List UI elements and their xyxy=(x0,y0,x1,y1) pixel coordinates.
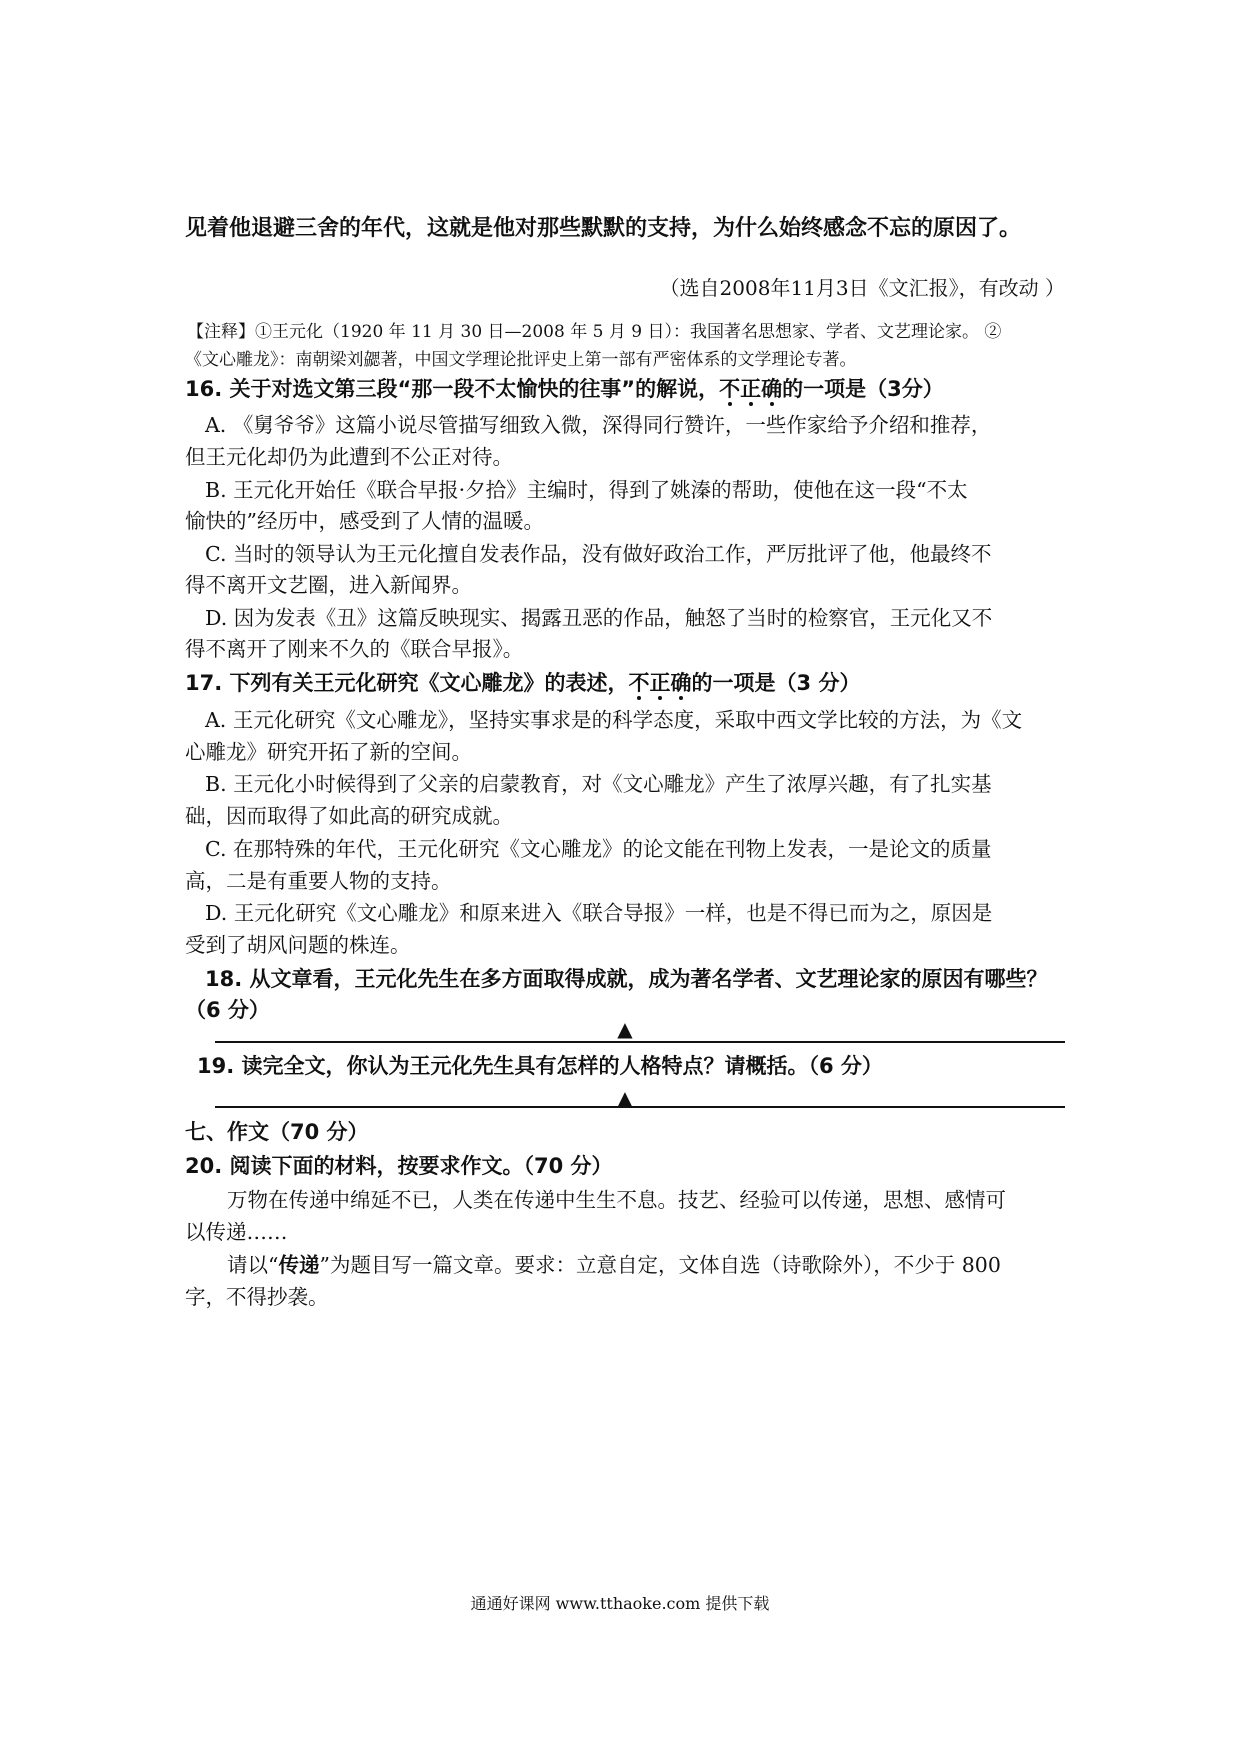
emphasis-char: 正 xyxy=(740,377,762,401)
q16-option-b: B. 王元化开始任《联合早报·夕拾》主编时，得到了姚溱的帮助，使他在这一段“不太 xyxy=(205,478,968,502)
answer-mark: ▲ xyxy=(617,1017,633,1041)
q16-option-d-cont: 得不离开了刚来不久的《联合早报》。 xyxy=(185,637,524,661)
question-17-tail: 的一项是（3 分） xyxy=(691,671,861,695)
emphasis-char: 确 xyxy=(761,377,783,401)
question-20: 20. 阅读下面的材料，按要求作文。（70 分） xyxy=(185,1154,613,1178)
requirement-text: ”为题目写一篇文章。要求：立意自定，文体自选（诗歌除外），不少于 800 xyxy=(319,1253,1001,1277)
q17-option-d: D. 王元化研究《文心雕龙》和原来进入《联合导报》一样，也是不得已而为之，原因是 xyxy=(205,901,993,925)
q16-option-c-cont: 得不离开文艺圈，进入新闻界。 xyxy=(185,573,472,597)
emphasis-char: 确 xyxy=(670,671,692,695)
answer-line[interactable] xyxy=(215,1041,1065,1043)
page-footer: 通通好课网 www.tthaoke.com 提供下载 xyxy=(470,1594,770,1613)
q16-option-d: D. 因为发表《丑》这篇反映现实、揭露丑恶的作品，触怒了当时的检察官，王元化又不 xyxy=(205,606,993,630)
question-16-stem: 16. 关于对选文第三段“那一段不太愉快的往事”的解说， xyxy=(185,377,720,401)
question-16 xyxy=(185,374,1065,404)
q16-option-a-cont: 但王元化却仍为此遭到不公正对待。 xyxy=(185,445,513,469)
q17-option-a: A. 王元化研究《文心雕龙》，坚持实事求是的科学态度，采取中西文学比较的方法，为《文 xyxy=(205,708,1023,732)
source-citation: （选自2008年11月3日《文汇报》，有改动 ） xyxy=(659,276,1065,300)
question-17-stem: 17. 下列有关王元化研究《文心雕龙》的表述， xyxy=(185,671,629,695)
question-18-score: （6 分） xyxy=(185,998,270,1022)
material-text-cont: 以传递…… xyxy=(185,1220,288,1244)
q17-option-b-cont: 础，因而取得了如此高的研究成就。 xyxy=(185,804,513,828)
q16-option-c: C. 当时的领导认为王元化擅自发表作品，没有做好政治工作，严厉批评了他，他最终不 xyxy=(205,542,992,566)
annotation-line-2: 《文心雕龙》：南朝梁刘勰著，中国文学理论批评史上第一部有严密体系的文学理论专著。 xyxy=(185,350,857,370)
answer-line[interactable] xyxy=(215,1106,1065,1108)
question-18: 18. 从文章看，王元化先生在多方面取得成就，成为著名学者、文艺理论家的原因有哪些？ xyxy=(205,967,1048,991)
writing-requirement-cont: 字，不得抄袭。 xyxy=(185,1285,329,1309)
q16-option-a: A. 《舅爷爷》这篇小说尽管描写细致入微，深得同行赞许，一些作家给予介绍和推荐， xyxy=(205,413,992,437)
passage-continuation: 见着他退避三舍的年代，这就是他对那些默默的支持，为什么始终感念不忘的原因了。 xyxy=(185,216,1022,241)
q17-option-d-cont: 受到了胡风问题的株连。 xyxy=(185,933,411,957)
emphasis-char: 正 xyxy=(649,671,671,695)
essay-title: 传递 xyxy=(278,1253,320,1277)
q17-option-a-cont: 心雕龙》研究开拓了新的空间。 xyxy=(185,740,472,764)
q17-option-c-cont: 高，二是有重要人物的支持。 xyxy=(185,869,452,893)
q17-option-c: C. 在那特殊的年代，王元化研究《文心雕龙》的论文能在刊物上发表，一是论文的质量 xyxy=(205,837,992,861)
answer-mark: ▲ xyxy=(617,1086,633,1110)
material-text: 万物在传递中绵延不已，人类在传递中生生不息。技艺、经验可以传递，思想、感情可 xyxy=(227,1188,1006,1212)
writing-requirement xyxy=(185,1250,1065,1280)
annotation-line-1: 【注释】①王元化（1920 年 11 月 30 日—2008 年 5 月 9 日）：我国著名思想家、学者、文艺理论家。 ② xyxy=(187,322,1002,342)
section-heading: 七、作文（70 分） xyxy=(185,1120,369,1144)
requirement-prefix: 请以“ xyxy=(227,1253,279,1277)
emphasis-char: 不 xyxy=(719,377,741,401)
q16-option-b-cont: 愉快的”经历中，感受到了人情的温暖。 xyxy=(185,509,544,533)
question-16-tail: 的一项是（3分） xyxy=(782,377,944,401)
emphasis-char: 不 xyxy=(628,671,650,695)
question-19: 19. 读完全文，你认为王元化先生具有怎样的人格特点？请概括。（6 分） xyxy=(197,1054,883,1078)
q17-option-b: B. 王元化小时候得到了父亲的启蒙教育，对《文心雕龙》产生了浓厚兴趣，有了扎实基 xyxy=(205,772,992,796)
question-17 xyxy=(185,668,1065,698)
